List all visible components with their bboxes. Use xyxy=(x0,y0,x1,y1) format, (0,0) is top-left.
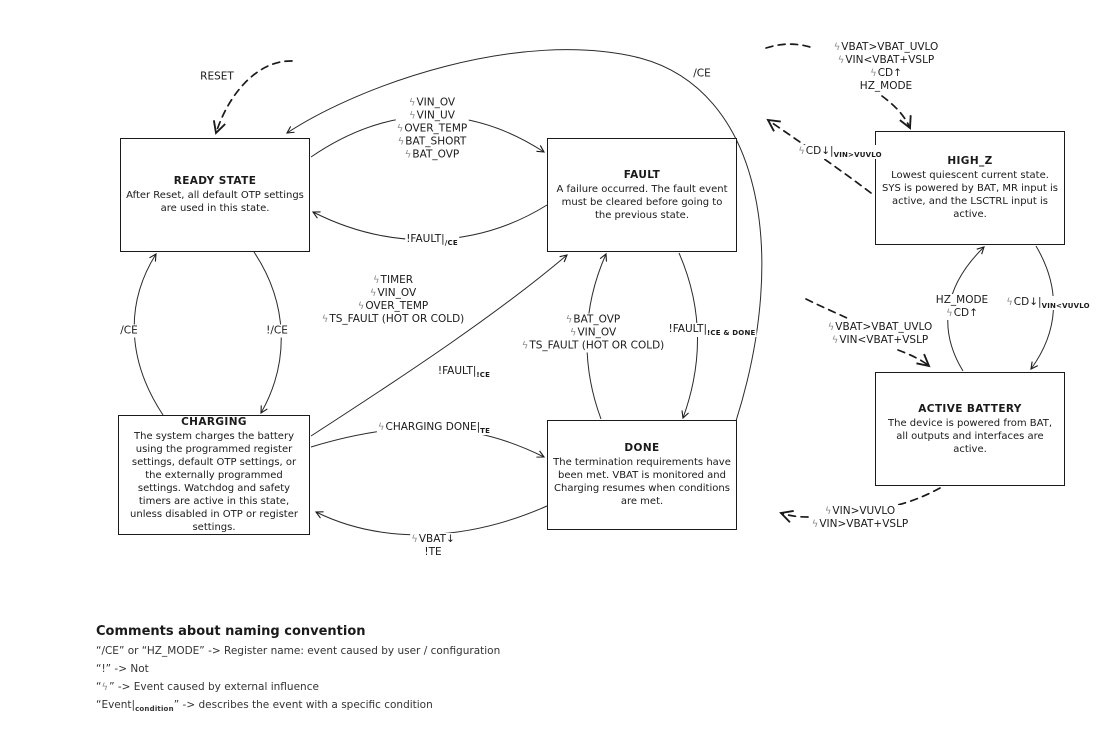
label-reset: RESET xyxy=(200,70,234,83)
event-line: ϟCD↑ xyxy=(946,307,978,319)
state-highz-title: HIGH_Z xyxy=(947,155,993,167)
naming-convention-comments xyxy=(96,624,500,718)
event-line: ϟVBAT>VBAT_UVLO xyxy=(827,321,933,333)
label-charging-to-done: ϟCHARGING $DONE|_{TE}$ xyxy=(377,421,491,435)
bolt-icon: ϟ xyxy=(408,97,416,109)
state-fault-body: A failure occurred. The fault event must be cleared before going to the previous state. xyxy=(556,183,728,221)
comments-title: Comments about naming convention xyxy=(96,624,366,639)
event-line: HZ_MODE xyxy=(935,294,989,306)
state-ready-title: READY STATE xyxy=(173,175,257,187)
state-active-battery xyxy=(875,372,1065,486)
bolt-icon: ϟ xyxy=(798,146,805,157)
bolt-icon: ϟ xyxy=(833,42,841,53)
bolt-icon: ϟ xyxy=(101,682,109,693)
event-line: ϟBAT_OVP xyxy=(404,148,460,161)
label-fault-to-charging: $!FAULT|_{!CE}$ xyxy=(437,365,491,379)
event-line: ϟVIN>VUVLO xyxy=(824,505,896,517)
edge-enter-highz-b xyxy=(882,96,910,128)
event-line: ϟVIN<VBAT+VSLP xyxy=(831,334,929,346)
state-charging-body: The system charges the battery using the programmed register settings, default OTP settings, or the externally programmed settings. Watchdog and safety timers are active in this state, unless disabled in OTP or register settings. xyxy=(130,431,298,533)
event-line: ϟOVER_TEMP xyxy=(396,122,468,135)
bolt-icon: ϟ xyxy=(357,301,365,312)
event-line: ϟOVER_TEMP xyxy=(357,300,429,312)
state-charging-title: CHARGING xyxy=(181,416,247,428)
bolt-icon: ϟ xyxy=(870,68,877,79)
bolt-icon: ϟ xyxy=(831,335,839,346)
label-enter-highz-events xyxy=(833,41,940,93)
state-done-body: The termination requirements have been met. VBAT is monitored and Charging resumes when conditions are met. xyxy=(553,457,731,507)
event-line: HZ_MODE xyxy=(859,80,913,92)
edge-done-to-charging xyxy=(316,506,547,535)
bolt-icon: ϟ xyxy=(372,275,380,286)
label-fault-to-done: $!FAULT|_{!CE \& DONE}$ xyxy=(668,323,756,337)
comments-line-register: “/CE” or “HZ_MODE” -> Register name: event caused by user / configuration xyxy=(96,645,501,657)
bolt-icon: ϟ xyxy=(369,288,377,299)
bolt-icon: ϟ xyxy=(824,506,832,517)
edge-enter-active-b xyxy=(898,350,929,366)
label-active-exit-events xyxy=(811,505,910,531)
bolt-icon: ϟ xyxy=(946,308,953,319)
label-highz-exit-left: $ϟCD↓|_{VIN>VUVLO}$ xyxy=(798,145,882,159)
comments-line-condition: “$Event|_{condition}$” -> describes the event with a specific condition xyxy=(96,699,433,713)
event-line: ϟVBAT>VBAT_UVLO xyxy=(833,41,939,53)
state-done xyxy=(547,420,737,530)
bolt-icon: ϟ xyxy=(837,55,845,66)
state-active-battery-title: ACTIVE BATTERY xyxy=(918,402,1022,415)
bolt-icon: ϟ xyxy=(404,149,412,161)
event-line: ϟVIN>VBAT+VSLP xyxy=(811,518,909,530)
label-ready-to-charging: !/CE xyxy=(266,324,288,337)
event-line: ϟTS_FAULT (HOT OR COLD) xyxy=(321,313,465,325)
bolt-icon: ϟ xyxy=(321,314,329,325)
event-line: ϟVBAT↓ xyxy=(411,533,455,545)
state-ready xyxy=(120,138,310,252)
label-highz-to-active: $ϟCD↓|_{VIN<VUVLO}$ xyxy=(1006,296,1090,310)
label-charging-to-ready: /CE xyxy=(120,324,138,337)
bolt-icon: ϟ xyxy=(377,422,385,433)
bolt-icon: ϟ xyxy=(397,136,405,148)
label-charging-to-fault-events xyxy=(321,274,466,326)
event-line: ϟBAT_SHORT xyxy=(397,135,467,148)
state-fault xyxy=(547,138,737,252)
state-done-title: DONE xyxy=(624,442,660,454)
label-done-to-fault-events xyxy=(521,314,666,353)
label-active-to-highz xyxy=(935,294,989,320)
state-charging xyxy=(118,415,310,535)
event-line: !TE xyxy=(424,546,442,558)
comments-line-not: “!” -> Not xyxy=(96,663,149,675)
bolt-icon: ϟ xyxy=(1006,297,1013,308)
bolt-icon: ϟ xyxy=(396,123,404,135)
edge-enter-active-a xyxy=(806,299,847,318)
bolt-icon: ϟ xyxy=(411,534,418,545)
event-line: ϟVIN_OV xyxy=(569,326,617,339)
bolt-icon: ϟ xyxy=(827,322,835,333)
label-ready-to-fault-events xyxy=(396,97,469,162)
event-line: ϟTS_FAULT (HOT OR COLD) xyxy=(521,339,665,352)
edge-active-exit-b xyxy=(781,513,808,517)
state-active-battery-body: The device is powered from BAT, all outputs and interfaces are active. xyxy=(888,417,1052,455)
state-fault-title: FAULT xyxy=(623,168,661,181)
event-line: ϟVIN_UV xyxy=(409,109,455,122)
label-fault-to-ready: $!FAULT|_{/CE}$ xyxy=(406,233,458,247)
event-line: ϟVIN_OV xyxy=(408,96,456,109)
state-highz-body: Lowest quiescent current state. SYS is powered by BAT, MR input is active, and the LSCTRL input is active. xyxy=(882,170,1058,220)
bolt-icon: ϟ xyxy=(569,327,577,339)
bolt-icon: ϟ xyxy=(811,519,819,530)
event-line: ϟVIN_OV xyxy=(369,287,417,299)
event-line: ϟBAT_OVP xyxy=(565,313,621,326)
state-highz xyxy=(875,131,1065,245)
bolt-icon: ϟ xyxy=(409,110,416,122)
bolt-icon: ϟ xyxy=(565,314,573,326)
state-ready-body: After Reset, all default OTP settings are used in this state. xyxy=(126,190,304,214)
event-line: ϟCD↑ xyxy=(870,67,902,79)
label-enter-active-events xyxy=(827,321,934,347)
edge-enter-highz-a xyxy=(766,44,810,48)
event-line: ϟTIMER xyxy=(372,274,414,286)
label-ce-done-to-ready: /CE xyxy=(693,67,711,80)
bolt-icon: ϟ xyxy=(521,340,529,352)
label-done-to-charging xyxy=(410,533,456,559)
comments-line-bolt: “ϟ” -> Event caused by external influence xyxy=(96,681,319,693)
event-line: ϟVIN<VBAT+VSLP xyxy=(837,54,935,66)
